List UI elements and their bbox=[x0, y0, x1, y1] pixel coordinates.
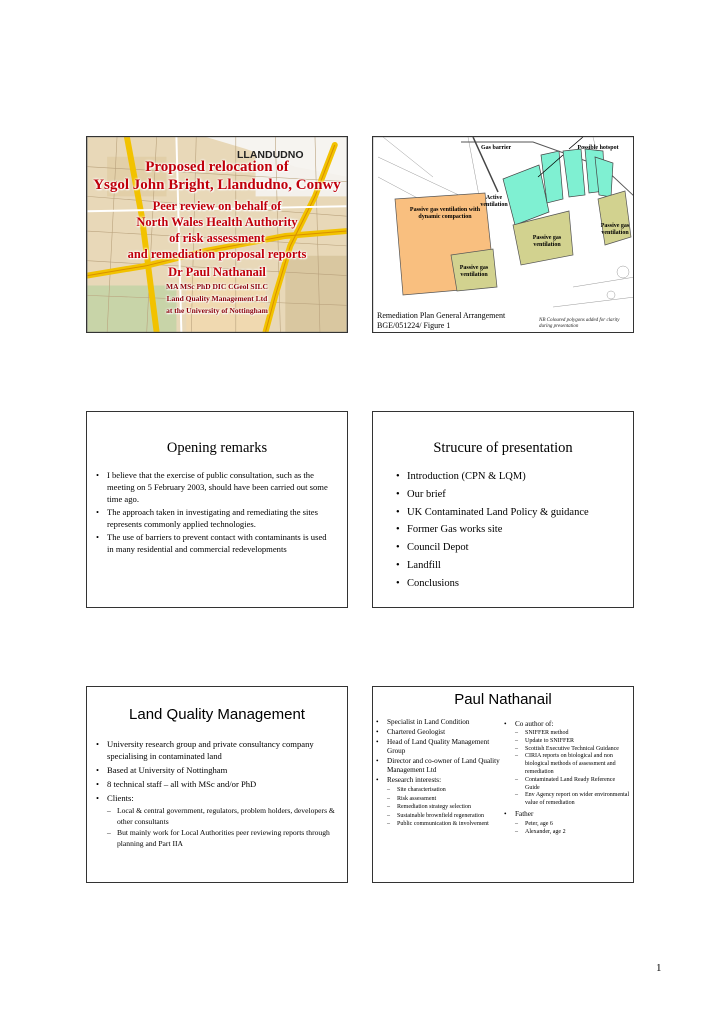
list-item bbox=[95, 792, 341, 849]
research-label: Research interests: bbox=[387, 776, 442, 784]
list-item: • Landfill bbox=[395, 557, 631, 575]
slide-title: Strucure of presentation bbox=[433, 440, 573, 456]
page-number: 1 bbox=[656, 962, 662, 974]
title-line-2: Ysgol John Bright, Llandudno, Conwy bbox=[93, 177, 341, 193]
title-line-1: Proposed relocation of bbox=[145, 159, 289, 175]
list-item: – Remediation strategy selection bbox=[387, 803, 501, 812]
slide-title: Land Quality Management bbox=[129, 706, 305, 723]
list-item: • University research group and private consultancy company specialising in contaminated land bbox=[95, 738, 341, 762]
list-item: • Conclusions bbox=[395, 575, 631, 593]
children-sub-list bbox=[515, 820, 631, 837]
list-item bbox=[503, 720, 631, 808]
bio-left-list bbox=[375, 718, 501, 829]
gas-barrier-label: Gas barrier bbox=[481, 145, 512, 151]
subtitle-line-4: and remediation proposal reports bbox=[127, 247, 307, 261]
list-item: – Local & central government, regulators, problem holders, developers & other consultants bbox=[107, 805, 341, 827]
clients-sub-list bbox=[107, 805, 341, 849]
author-university: at the University of Nottingham bbox=[166, 306, 268, 315]
list-item: – Public communication & involvement bbox=[387, 820, 501, 829]
coauthor-sub-list bbox=[515, 730, 631, 808]
plan-caption-title: Remediation Plan General Arrangement bbox=[377, 311, 506, 320]
list-item: – Site characterisation bbox=[387, 786, 501, 795]
list-item: – Sustainable brownfield regeneration bbox=[387, 812, 501, 821]
slide-title: Opening remarks bbox=[166, 440, 268, 456]
plan-note: NB Coloured polygons added for clarity during presentation bbox=[539, 318, 620, 329]
list-item: • Based at University of Nottingham bbox=[95, 764, 341, 776]
list-item: • The use of barriers to prevent contact with contaminants is used in many residential and commercial redevelopments bbox=[95, 531, 331, 555]
list-item: • Council Depot bbox=[395, 539, 631, 557]
subtitle-line-3: of risk assessment bbox=[169, 231, 265, 245]
list-item: • UK Contaminated Land Policy & guidance bbox=[395, 504, 631, 522]
list-item: • Director and co-owner of Land Quality Management Ltd bbox=[375, 757, 501, 775]
map-town-label: LLANDUDNO bbox=[237, 149, 304, 161]
clients-label: Clients: bbox=[107, 793, 134, 803]
subtitle-line-2: North Wales Health Authority bbox=[136, 215, 298, 229]
list-item: – Contaminated Land Ready Reference Guide bbox=[515, 777, 631, 793]
list-item: – Alexander, age 2 bbox=[515, 828, 631, 837]
bio-right-list bbox=[503, 720, 631, 837]
list-item: • Chartered Geologist bbox=[375, 728, 501, 737]
subtitle-line-1: Peer review on behalf of bbox=[152, 199, 282, 213]
slide-remediation-plan bbox=[372, 136, 634, 333]
passive-right-label: Passive gas ventilation bbox=[600, 223, 630, 236]
list-item: – But mainly work for Local Authorities peer reviewing reports through planning and Part IIA bbox=[107, 827, 341, 849]
list-item: – Scottish Executive Technical Guidance bbox=[515, 746, 631, 754]
author-credentials: MA MSc PhD DIC CGeol SILC bbox=[166, 282, 268, 291]
list-item: – Risk assessment bbox=[387, 795, 501, 804]
passive-low-label: Passive gas ventilation bbox=[459, 265, 489, 278]
list-item: • Our brief bbox=[395, 486, 631, 504]
list-item: • Former Gas works site bbox=[395, 521, 631, 539]
list-item: • Specialist in Land Condition bbox=[375, 718, 501, 727]
passive-mid-label: Passive gas ventilation bbox=[532, 235, 562, 248]
list-item: • Introduction (CPN & LQM) bbox=[395, 468, 631, 486]
active-ventilation-label: Active ventilation bbox=[480, 195, 508, 208]
slide-title: Paul Nathanail bbox=[454, 691, 552, 708]
structure-bullet-list bbox=[395, 468, 631, 593]
list-item bbox=[375, 776, 501, 829]
list-item: • 8 technical staff – all with MSc and/or PhD bbox=[95, 778, 341, 790]
passive-dynamic-label: Passive gas ventilation with dynamic compaction bbox=[409, 207, 481, 220]
list-item: – Env Agency report on wider environmental value of remediation bbox=[515, 792, 631, 808]
possible-hotspot-label: Possible hotspot bbox=[577, 145, 619, 151]
list-item: – CIRIA reports on biological and non biological methods of assessment and remediation bbox=[515, 753, 631, 776]
slide-structure bbox=[372, 411, 634, 608]
list-item bbox=[503, 810, 631, 837]
list-item: • The approach taken in investigating and remediating the sites represents commonly applied technologies. bbox=[95, 506, 331, 530]
plan-caption-ref: BGE/051224/ Figure 1 bbox=[377, 321, 451, 330]
list-item: – Peter, age 6 bbox=[515, 820, 631, 829]
slide-land-quality-management bbox=[86, 686, 348, 883]
coauthor-label: Co author of: bbox=[515, 720, 554, 728]
opening-bullet-list bbox=[95, 469, 331, 555]
list-item: – SNIFFER method bbox=[515, 730, 631, 738]
list-item: • I believe that the exercise of public consultation, such as the meeting on 5 February 2003, should have been carried out some time ago. bbox=[95, 469, 331, 505]
father-label: Father bbox=[515, 809, 534, 818]
research-sub-list bbox=[387, 786, 501, 829]
author-name: Dr Paul Nathanail bbox=[168, 265, 266, 279]
list-item: – Update to SNIFFER bbox=[515, 738, 631, 746]
lqm-bullet-list bbox=[95, 738, 341, 849]
list-item: • Head of Land Quality Management Group bbox=[375, 738, 501, 756]
slide-opening-remarks bbox=[86, 411, 348, 608]
author-company: Land Quality Management Ltd bbox=[166, 294, 268, 303]
slide-paul-nathanail bbox=[372, 686, 634, 883]
slide-title-map bbox=[86, 136, 348, 333]
